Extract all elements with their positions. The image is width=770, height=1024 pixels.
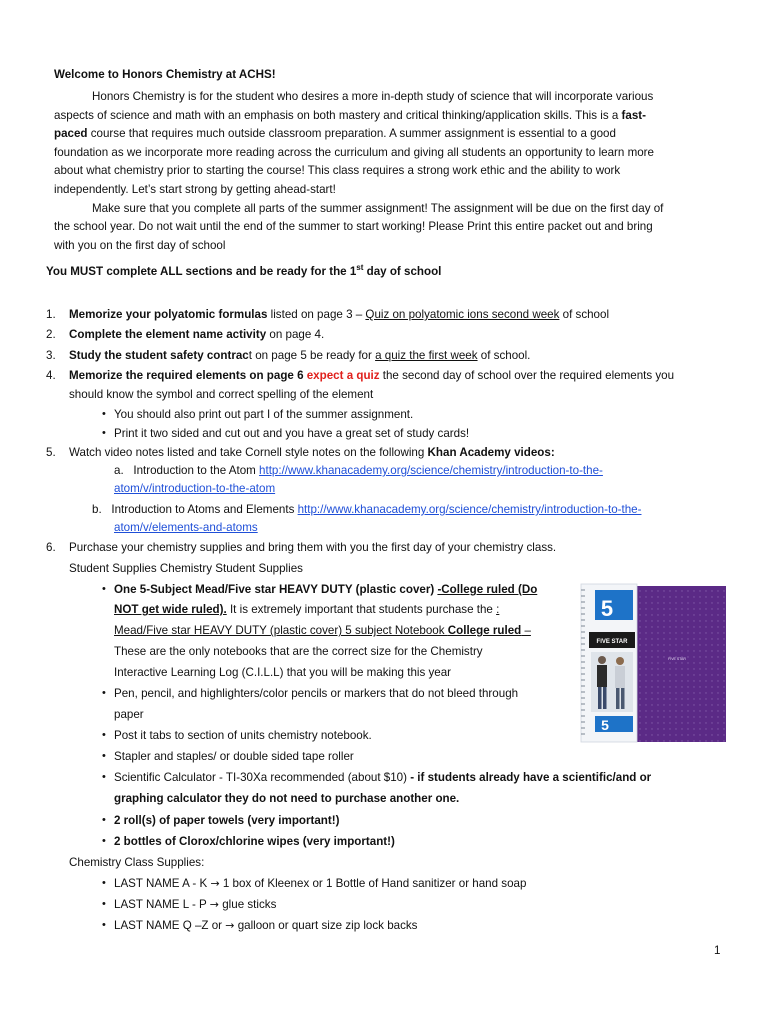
video-a-link[interactable]: http://www.khanacademy.org/science/chemistry/introduction-to-the- [259, 464, 603, 477]
item-number: 3. [46, 349, 56, 362]
bullet-icon: • [102, 729, 106, 741]
supply-calculator-l2: graphing calculator they do not need to purchase another one. [114, 792, 460, 805]
intro-line-1: Honors Chemistry is for the student who desires a more in-depth study of science that will incorporate various [92, 90, 654, 103]
intro-line-6: independently. Let’s start strong by getting ahead-start! [54, 183, 336, 196]
svg-text:5: 5 [601, 717, 609, 733]
supply-stapler: Stapler and staples/ or double sided tape roller [114, 750, 354, 763]
bullet-icon: • [102, 919, 106, 931]
video-a: a. Introduction to the Atom http://www.khanacademy.org/science/chemistry/introduction-to-the- [114, 464, 603, 477]
list-item-polyatomic: Memorize your polyatomic formulas listed on page 3 – Quiz on polyatomic ions second week of school [69, 308, 610, 321]
item-number: 5. [46, 446, 56, 459]
page-number: 1 [714, 944, 721, 957]
item-number: 1. [46, 308, 56, 321]
video-b: b. Introduction to Atoms and Elements http://www.khanacademy.org/science/chemistry/introduction-to-the- [92, 503, 642, 516]
video-b-link-cont [114, 520, 258, 535]
item-number: 4. [46, 369, 56, 382]
sub-bullet-print-part1: You should also print out part I of the summer assignment. [114, 408, 414, 421]
supply-pens-l1: Pen, pencil, and highlighters/color pencils or markers that do not bleed through [114, 687, 519, 700]
bullet-icon: • [102, 814, 106, 826]
bullet-icon: • [102, 877, 106, 889]
students-photo [591, 652, 633, 712]
bullet-icon: • [102, 771, 106, 783]
svg-text:FIVE STAR: FIVE STAR [668, 657, 686, 661]
class-supply-q-z: LAST NAME Q –Z or → galloon or quart size zip lock backs [114, 919, 418, 932]
svg-text:5: 5 [600, 596, 614, 621]
supply-notebook-l1: One 5-Subject Mead/Five star HEAVY DUTY (plastic cover) -College ruled (Do [114, 583, 538, 596]
supply-notebook-l3: Mead/Five star HEAVY DUTY (plastic cover) 5 subject Notebook College ruled – [114, 624, 531, 637]
bullet-icon: • [102, 750, 106, 762]
video-b-link[interactable]: http://www.khanacademy.org/science/chemistry/introduction-to-the- [297, 503, 642, 516]
bullet-icon: • [102, 408, 106, 420]
list-item-supplies: Purchase your chemistry supplies and bring them with you the first day of your chemistry class. [69, 541, 557, 554]
intro2-line-1: Make sure that you complete all parts of the summer assignment! The assignment will be due on the first day of [92, 202, 664, 215]
intro2-line-3: with you on the first day of school [54, 239, 226, 252]
list-item-safety-contract: Study the student safety contract on page 5 be ready for a quiz the first week of school. [69, 349, 531, 362]
bullet-icon: • [102, 687, 106, 699]
arrow-right-icon: → [225, 919, 235, 932]
list-item-required-elements-cont: should know the symbol and correct spelling of the element [69, 388, 374, 401]
list-item-required-elements: Memorize the required elements on page 6 expect a quiz the second day of school over the required elements you [69, 369, 675, 382]
student-supplies-heading: Student Supplies Chemistry Student Supplies [69, 562, 303, 575]
item-number: 6. [46, 541, 56, 554]
supply-notebook-l4: These are the only notebooks that are the correct size for the Chemistry [114, 645, 483, 658]
supply-pens-l2: paper [114, 708, 144, 721]
arrow-right-icon: → [209, 898, 220, 911]
class-supplies-heading: Chemistry Class Supplies: [69, 856, 205, 869]
video-a-link-cont [114, 481, 275, 496]
bullet-icon: • [102, 898, 106, 910]
bullet-icon: • [102, 427, 106, 439]
intro-line-4: foundation as we incorporate more reading across the curriculum and giving all students an opportunity to learn more [54, 146, 654, 159]
supply-wipes: 2 bottles of Clorox/chlorine wipes (very important!) [114, 835, 395, 848]
intro-line-5: about what chemistry prior to starting the course! This class requires a strong work ethic and the ability to work [54, 164, 621, 177]
list-item-khan-videos: Watch video notes listed and take Cornell style notes on the following Khan Academy videos: [69, 446, 555, 459]
list-item-element-names: Complete the element name activity on page 4. [69, 328, 325, 341]
arrow-right-icon: → [210, 877, 220, 890]
class-supply-a-k: LAST NAME A - K → 1 box of Kleenex or 1 Bottle of Hand sanitizer or hand soap [114, 877, 527, 890]
bullet-icon: • [102, 583, 106, 595]
video-b-link-2[interactable]: atom/v/elements-and-atoms [114, 521, 258, 534]
supply-paper-towels: 2 roll(s) of paper towels (very important!) [114, 814, 340, 827]
svg-text:FIVE STAR: FIVE STAR [596, 639, 628, 645]
supply-notebook-l5: Interactive Learning Log (C.I.L.L) that you will be making this year [114, 666, 452, 679]
supply-notebook-l2: NOT get wide ruled). It is extremely important that students purchase the : [114, 603, 500, 616]
page-title: Welcome to Honors Chemistry at ACHS! [54, 68, 276, 81]
video-a-link-2[interactable]: atom/v/introduction-to-the-atom [114, 482, 276, 495]
intro2-line-2: the school year. Do not wait until the end of the summer to start working! Please Print this entire packet out and bring [54, 220, 653, 233]
sub-bullet-study-cards: Print it two sided and cut out and you have a great set of study cards! [114, 427, 470, 440]
class-supply-l-p: LAST NAME L - P → glue sticks [114, 898, 277, 911]
notebook-product-image [577, 582, 728, 744]
item-number: 2. [46, 328, 56, 341]
supply-calculator-l1: Scientific Calculator - TI-30Xa recommended (about $10) - if students already have a scientific/and or [114, 771, 652, 784]
must-complete-heading: You MUST complete ALL sections and be ready for the 1st day of school [46, 263, 442, 278]
supply-post-it: Post it tabs to section of units chemistry notebook. [114, 729, 372, 742]
intro-line-3: paced course that requires much outside classroom preparation. A summer assignment is essential to a good [54, 127, 616, 140]
intro-line-2: aspects of science and math with an emphasis on both mastery and critical thinking/application skills. This is a fast- [54, 109, 647, 122]
bullet-icon: • [102, 835, 106, 847]
